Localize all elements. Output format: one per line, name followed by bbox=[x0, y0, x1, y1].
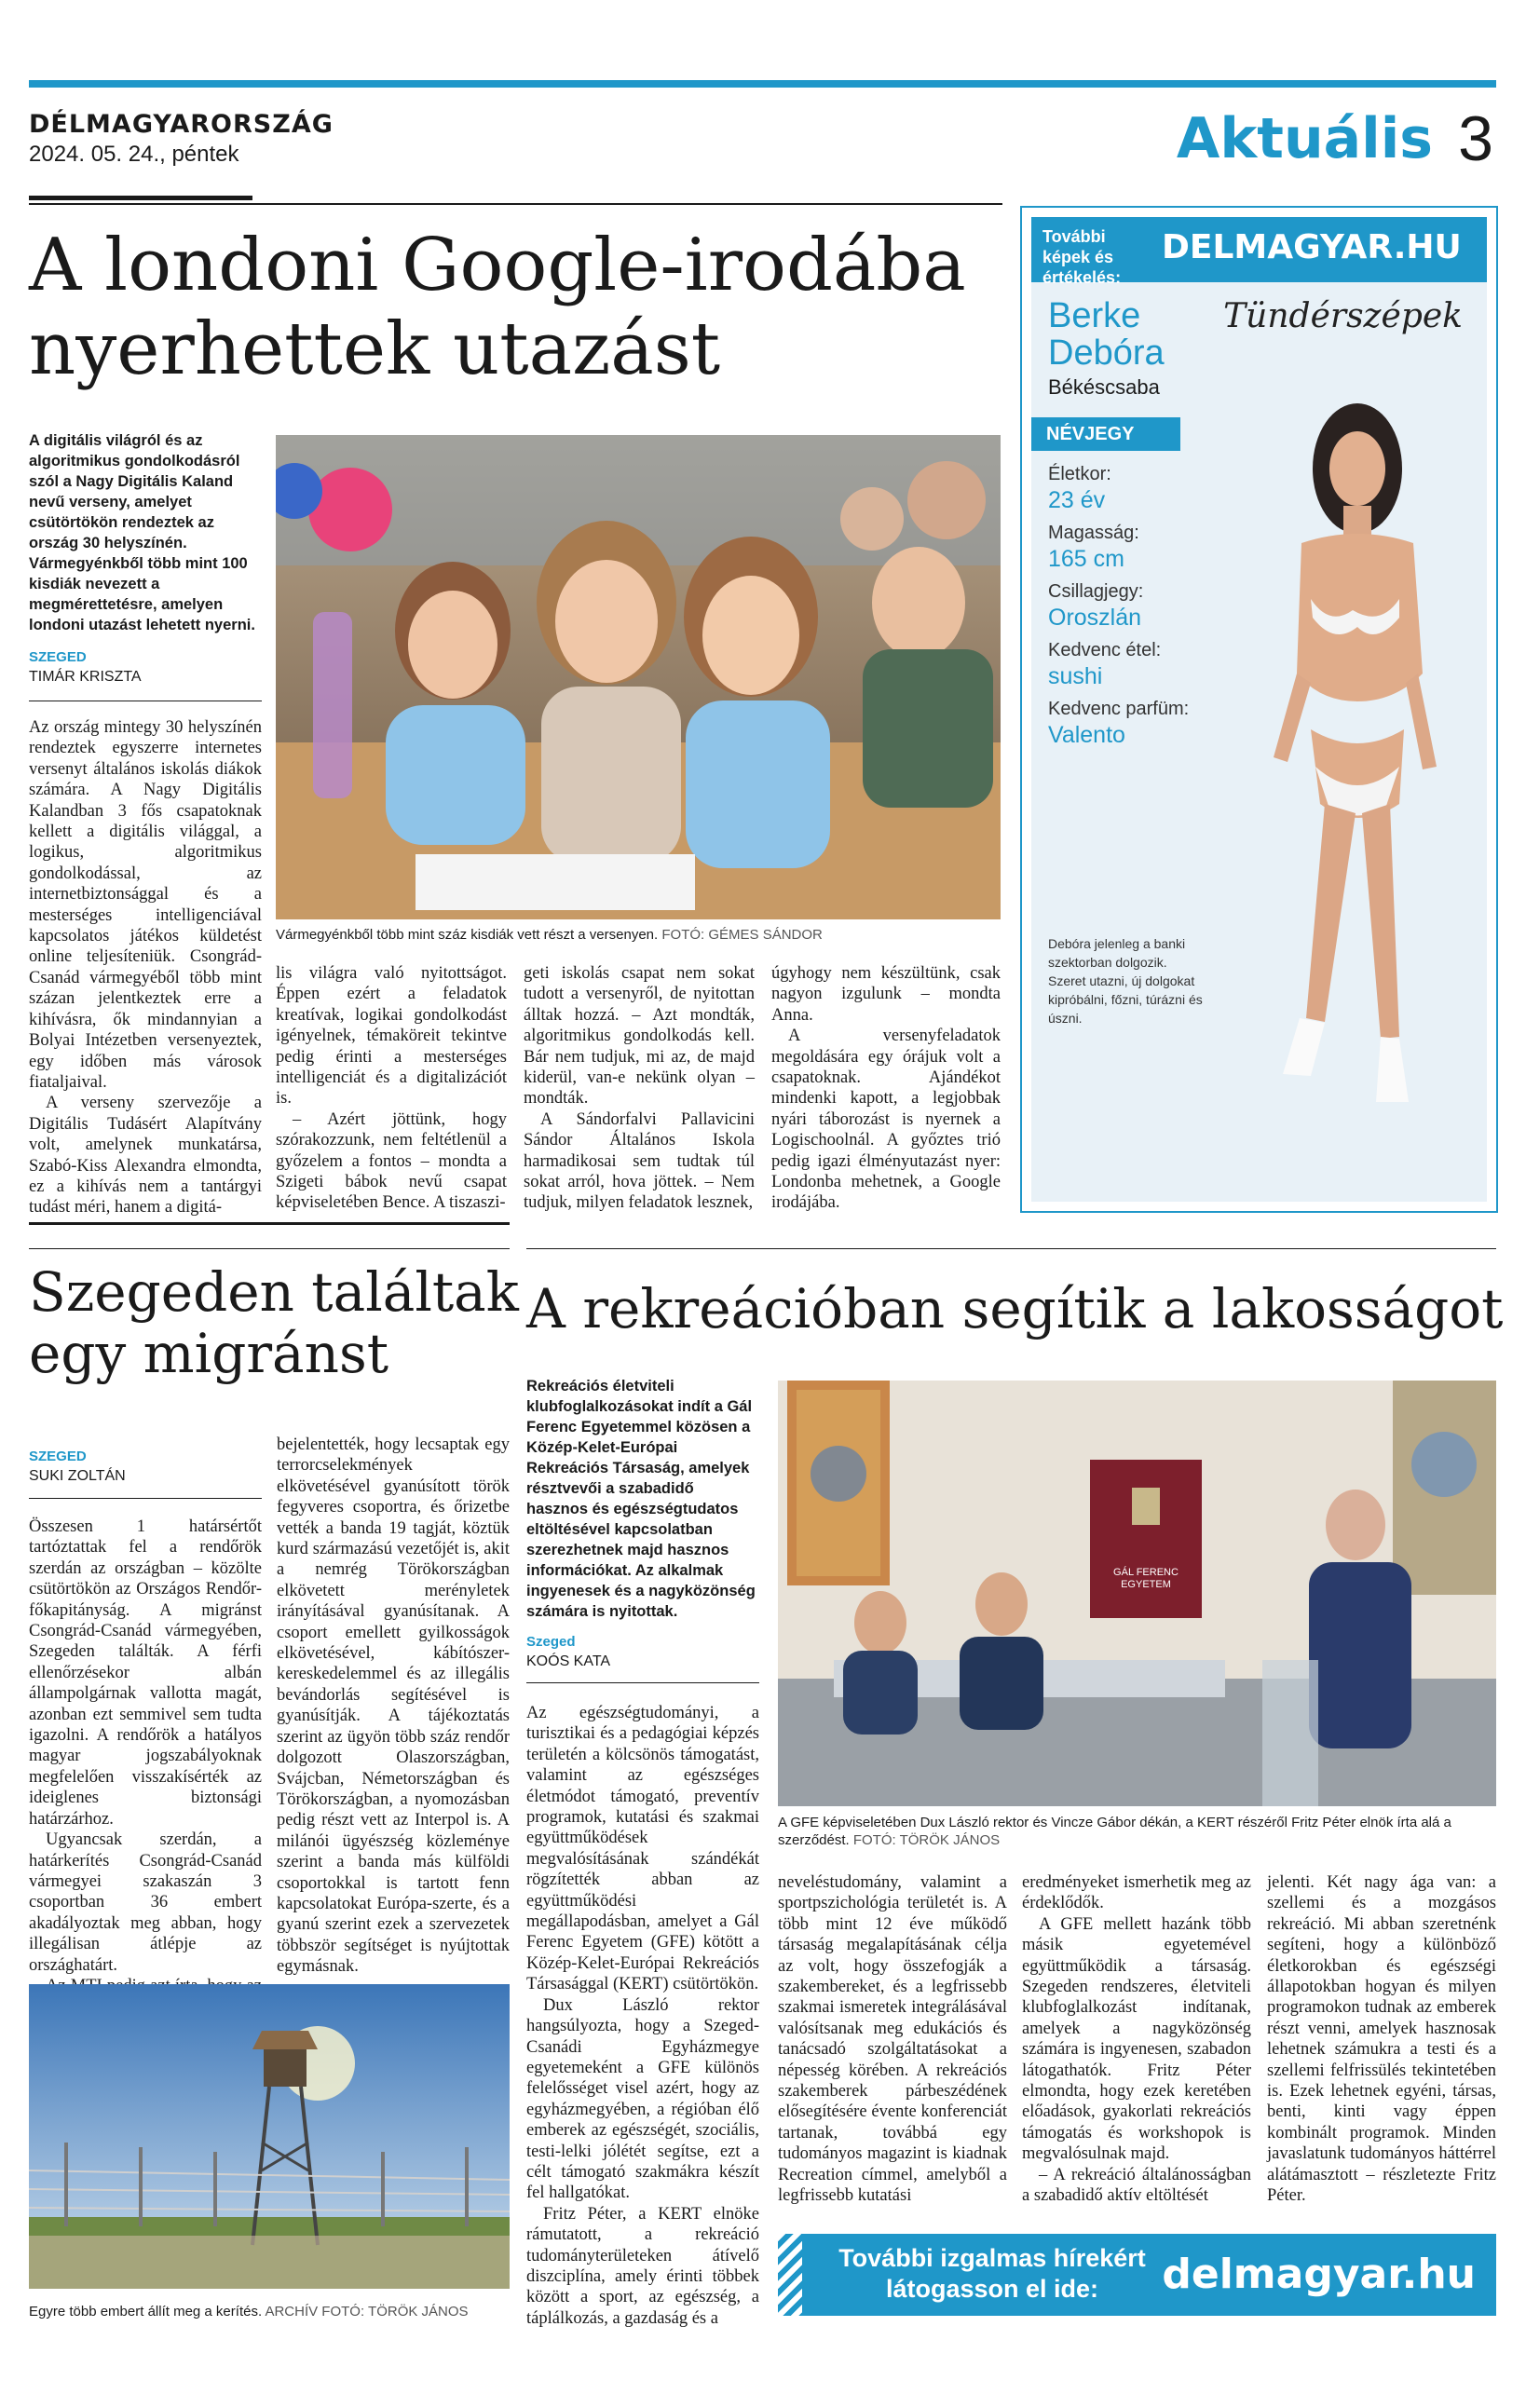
article2-top-rule bbox=[29, 1222, 510, 1225]
model-photo-icon bbox=[1208, 366, 1478, 1195]
article1-caption bbox=[276, 926, 1001, 944]
article1-author: TIMÁR KRISZTA bbox=[29, 669, 142, 685]
field-age-value: 23 év bbox=[1048, 487, 1106, 513]
article3-headline: A rekreációban segítik a lakosságot bbox=[526, 1277, 1504, 1340]
article3-author: KOÓS KATA bbox=[526, 1653, 611, 1669]
article1-headline-line2: nyerhettek utazást bbox=[29, 307, 721, 391]
article1-photo bbox=[276, 435, 1001, 919]
ad-text-line1: További izgalmas hírekért bbox=[838, 2244, 1146, 2272]
article3-caption bbox=[778, 1814, 1496, 1849]
ad-logo[interactable]: delmagyar.hu bbox=[1162, 2251, 1476, 2298]
model-name bbox=[1048, 297, 1165, 372]
field-age-key: Életkor: bbox=[1048, 464, 1111, 484]
field-sign-key: Csillagjegy: bbox=[1048, 581, 1144, 602]
article1-col2-p1: lis világra való nyitottságot. Éppen ezért a feladatok kreatívak, logikai gondolkodást igényelnek, témaköreit tekintve pedig érinti a mesterséges intelligenciát és a digitalizációt is. bbox=[276, 964, 507, 1109]
article3-photo-credit: FOTÓ: TÖRÖK JÁNOS bbox=[852, 1832, 1001, 1848]
section-title: Aktuális bbox=[1176, 106, 1433, 171]
article3-col1 bbox=[526, 1703, 759, 2329]
issue-date: 2024. 05. 24., péntek bbox=[29, 142, 239, 167]
nevjegy-tag: NÉVJEGY bbox=[1031, 417, 1180, 451]
article3-col2 bbox=[778, 1872, 1007, 2207]
model-city: Békéscsaba bbox=[1048, 375, 1160, 399]
article2-sub-rule bbox=[29, 1248, 510, 1249]
article2-col2-p1: bejelentették, hogy lecsaptak egy terrorcselekmények elkövetésével gyanúsított török fegyveres csoportra, és őrizetbe vették a banda 19 tagját, köztük kurd származású vezetőjét is, akit a nemrég Törökországban elkövetett merényletek irányításával gyanúsítanak. A csoport emellett gyilkosságok elkövetésével, kábítószer-kereskedelemmel és az illegális bevándorlás segítésével is gyanúsítják. A tájékoztatás szerint az ügyön több száz rendőr dolgozott Olaszországban, Svájcban, Németországban és Törökországban, a nyomozásban pedig részt vett az Interpol is. A milánói ügyészség közleménye szerint a banda más külföldi csoportokkal is tartott fenn kapcsolatokat Európa-szerte, és a gyanú szerint ezek a szervezetek többször segítséget is nyújtottak egymásnak. bbox=[277, 1435, 510, 1977]
field-height-value: 165 cm bbox=[1048, 546, 1124, 572]
article2-headline bbox=[29, 1261, 519, 1384]
article1-col3-p2: A Sándorfalvi Pallavicini Sándor Általános Iskola harmadikosai sem tudtak túl sokat arról, hova jöttek. – Nem tudjuk, milyen feladatok lesznek, bbox=[524, 1109, 755, 1213]
gfe-banner-line2: EGYETEM bbox=[1121, 1579, 1171, 1590]
article3-col4-p1: jelenti. Két nagy ága van: a szellemi és a mozgásos rekreáció. Mi abban szeretnénk segíteni, hogy a különböző életkorokban és egészségi állapotokban hogyan és milyen programokon tudnak az emberek részt venni, amelyek hasznosak lehetnek számukra a testi és a szellemi felfrissülés tekintetében is. Ezek lehetnek egyéni, társas, benti, kinti vagy éppen kombinált programok. Minden javaslatunk tudományos háttérrel alátámasztott – részletezte Fritz Péter. bbox=[1267, 1873, 1496, 2206]
ad-text-line2: látogasson el ide: bbox=[885, 2275, 1099, 2303]
sidebar-panel bbox=[1031, 217, 1487, 1202]
border-fence-icon bbox=[29, 1984, 510, 2289]
article1-col1 bbox=[29, 717, 262, 1218]
sidebar-header-text: További képek és értékelés: bbox=[1042, 227, 1122, 287]
gfe-banner bbox=[1095, 1567, 1197, 1591]
article1-col3-p1: geti iskolás csapat nem sokat tudott a versenyről, de nyitottan álltak hozzá. – Azt mondták, algoritmikus gondolkodás kell. Bár nem tudjuk, mi az, de majd kiderül, van-e nekünk olyan – mondták. bbox=[524, 964, 755, 1109]
article3-col1-p2: Dux László rektor hangsúlyozta, hogy a Szeged-Csanádi Egyházmegye egyetemeként a GFE különös felelősséget visel azért, hogy az egyházmegyében, a régióban élő emberek az egészségét, szociális, testi-lelki jólétét segítse, ezt a célt támogató szakmákra készít fel hallgatókat. bbox=[526, 1995, 759, 2203]
signing-ceremony-icon bbox=[778, 1381, 1496, 1806]
page-number: 3 bbox=[1458, 103, 1493, 174]
article3-location: Szeged bbox=[526, 1634, 576, 1650]
article3-col3-p3: – A rekreáció általánosságban a szabadidő aktív eltöltését bbox=[1022, 2165, 1251, 2206]
ad-text bbox=[834, 2243, 1151, 2305]
article2-col1 bbox=[29, 1517, 262, 2018]
article1-top-rule bbox=[29, 203, 1002, 205]
field-food-value: sushi bbox=[1048, 663, 1103, 689]
article3-col4 bbox=[1267, 1872, 1496, 2207]
article2-headline-line2: egy migránst bbox=[29, 1322, 389, 1385]
tunderszepek-sidebar bbox=[1020, 206, 1498, 1213]
article3-col3 bbox=[1022, 1872, 1251, 2207]
field-height-key: Magasság: bbox=[1048, 523, 1139, 543]
sidebar-header-site[interactable]: DELMAGYAR.HU bbox=[1162, 228, 1462, 266]
article1-caption-text: Vármegyénkből több mint száz kisdiák vett részt a versenyen. bbox=[276, 927, 659, 943]
model-first-line: Berke bbox=[1048, 296, 1141, 335]
gfe-banner-line1: GÁL FERENC bbox=[1113, 1567, 1179, 1578]
article3-col2-p1: neveléstudomány, valamint a sportpszichológia területét is. A több mint 12 éve működő társaság megalapításának célja az volt, hogy összefogják a szakembereket, és a legfrissebb szakmai ismeretek integrálásával valósítsanak meg edukációs és tanácsadó szolgáltatásokat a népesség körében. A rekreációs szakemberek párbeszédének elősegítésére évente konferenciát tartanak, továbbá egy tudományos magazint is kiadnak Recreation címmel, amelyből a legfrissebb kutatási bbox=[778, 1873, 1007, 2206]
article1-col4-p2: A versenyfeladatok megoldására egy órájuk volt a csapatoknak. Ajándékot mindenki kapott, a legjobbak nyári táborozást is nyernek a Logischoolnál. A győztes trió pedig igazi élményutazást nyer: Londonba mehetnek, a Google irodájába. bbox=[771, 1027, 1001, 1213]
article1-location: SZEGED bbox=[29, 649, 87, 665]
field-perfume-key: Kedvenc parfüm: bbox=[1048, 699, 1190, 719]
model-second-line: Debóra bbox=[1048, 333, 1165, 373]
article3-col1-p3: Fritz Péter, a KERT elnöke rámutatott, a rekreáció tudományterületeken átívelő diszciplína, amely érinti többek között a sport, az egészség, a táplálkozás, a gazdaság és a bbox=[526, 2204, 759, 2328]
article2-author: SUKI ZOLTÁN bbox=[29, 1468, 126, 1484]
article2-headline-line1: Szegeden találtak bbox=[29, 1260, 519, 1324]
article1-col2 bbox=[276, 963, 507, 1214]
article1-col4 bbox=[771, 963, 1001, 1214]
article1-col3 bbox=[524, 963, 755, 1214]
article1-col4-p1: úgyhogy nem készültünk, csak nagyon izgulunk – mondta Anna. bbox=[771, 964, 1001, 1025]
article2-col2 bbox=[277, 1435, 510, 1978]
delmagyar-ad-banner[interactable] bbox=[778, 2234, 1496, 2316]
field-perfume-value: Valento bbox=[1048, 722, 1125, 748]
photo-children-icon bbox=[276, 435, 1001, 919]
article3-byline-rule bbox=[526, 1682, 759, 1683]
article2-caption-text: Egyre több embert állít meg a kerítés. bbox=[29, 2304, 263, 2320]
article3-photo bbox=[778, 1381, 1496, 1806]
article2-byline-rule bbox=[29, 1498, 262, 1499]
field-food-key: Kedvenc étel: bbox=[1048, 640, 1162, 660]
sidebar-script-title: Tündérszépek bbox=[1223, 297, 1463, 335]
article1-photo-credit: FOTÓ: GÉMES SÁNDOR bbox=[661, 927, 823, 943]
article3-top-rule bbox=[526, 1248, 1496, 1249]
sidebar-header[interactable] bbox=[1031, 217, 1487, 287]
header-rule bbox=[29, 196, 252, 200]
article3-col3-p2: A GFE mellett hazánk több másik egyetemével együttműködik a társaság. Szegeden rendszeres, életviteli klubfoglalkozást indítanak, amelyek a nagyközönség számára is ingyenesen, szabadon látogathatók. Fritz Péter elmondta, hogy ezek keretében előadások, gyakorlati rekreációs támogatás és workshopok is megvalósulnak majd. bbox=[1022, 1914, 1251, 2164]
article2-caption bbox=[29, 2303, 510, 2320]
field-sign-value: Oroszlán bbox=[1048, 605, 1142, 631]
article2-photo bbox=[29, 1984, 510, 2289]
article1-col1-p2: A verseny szervezője a Digitális Tudásért Alapítvány volt, amelynek munkatársa, Szabó-Kiss Alexandra elmondta, ez a kihívás nem a tantárgyi tudást méri, hanem a digitá- bbox=[29, 1094, 262, 1218]
article2-location: SZEGED bbox=[29, 1449, 87, 1464]
article2-photo-credit: ARCHÍV FOTÓ: TÖRÖK JÁNOS bbox=[265, 2304, 469, 2320]
masthead[interactable]: DÉLMAGYARORSZÁG bbox=[29, 110, 334, 139]
article1-col2-p2: – Azért jöttünk, hogy szórakozzunk, nem feltétlenül a győzelem a fontos – mondta a Szigeti bábok nevű csapat képviseletében Bence. A tiszaszi- bbox=[276, 1109, 507, 1213]
article3-col1-p1: Az egészségtudományi, a turisztikai és a pedagógiai képzés területén a kölcsönös támogatást, valamint az egészséges életmódot támogató, preventív programok, kutatási és szakmai együttműködések megvalósításának szándékát rögzítették abban az együttműködési megállapodásban, amelyet a Gál Ferenc Egyetem (GFE) kötött a Közép-Kelet-Európai Rekreációs Társasággal (KERT) csütörtökön. bbox=[526, 1704, 759, 1994]
article1-col1-p1: Az ország mintegy 30 helyszínén rendeztek egyszerre internetes versenyt általános iskolás diákok számára. A Nagy Digitális Kalandban 3 fős csapatoknak kellett a digitális világgal, a logikus, algoritmikus gondolkodással, az internetbiztonsággal és a mesterséges intelligenciával kapcsolatos játékos küldetést online teljesíteniük. Csongrád-Csanád vármegyéből több mint százan jelentkeztek erre a kihívásra, ők mindannyian a Bolyai Intézetben versenyeztek, egy időben más városok fiataljaival. bbox=[29, 718, 262, 1092]
ad-stripes bbox=[778, 2234, 802, 2316]
article2-col1-p2: Ugyancsak szerdán, a határkerítés Csongrád-Csanád vármegyei szakaszán 3 csoportban 36 embert akadályoztak meg abban, hogy illegálisan átlépje az országhatárt. bbox=[29, 1830, 262, 1975]
article3-lead: Rekreációs életviteli klubfoglalkozásokat indít a Gál Ferenc Egyetemmel közösen a Közép-Kelet-Európai Rekreációs Társaság, amelyek résztvevői a szabadidő hasznos és egészségtudatos eltöltésével kapcsolatban szerezhetnek majd hasznos információkat. Az alkalmak ingyenesek és a nagyközönség számára is nyitottak. bbox=[526, 1378, 756, 1620]
article1-headline-line1: A londoni Google-irodába bbox=[29, 224, 966, 307]
article2-col1-p1: Összesen 1 határsértőt tartóztattak fel a rendőrök szerdán az országban – közölte csütörtökön az Országos Rendőr-főkapitányság. A migránst Csongrád-Csanád vármegyében, Szegeden találták. A férfi ellenőrzésekor albán állampolgárnak vallotta magát, azonban ezt semmivel sem tudta igazolni. A rendőrök a hatályos magyar jogszabályoknak megfelelően visszakísérték az ideiglenes biztonsági határzárhoz. bbox=[29, 1517, 262, 1829]
top-accent-bar bbox=[29, 80, 1496, 88]
article1-lead: A digitális világról és az algoritmikus gondolkodásról szól a Nagy Digitális Kaland nevű verseny, amelyet csütörtökön rendeztek az ország 30 helyszínén. Vármegyénkből több mint 100 kisdiák nevezett a megmérettetésre, amelyen londoni utazást lehetett nyerni. bbox=[29, 432, 255, 633]
article3-caption-text: A GFE képviseletében Dux László rektor és Vincze Gábor dékán, a KERT részéről Fritz Péter elnök írta alá a szerződést. bbox=[778, 1815, 1451, 1848]
model-description: Debóra jelenleg a banki szektorban dolgozik. Szeret utazni, új dolgokat kipróbálni, főzni, túrázni és úszni. bbox=[1048, 936, 1203, 1026]
article1-headline bbox=[29, 224, 966, 391]
article3-col3-p1: eredményeket ismerhetik meg az érdeklődők. bbox=[1022, 1873, 1251, 1913]
